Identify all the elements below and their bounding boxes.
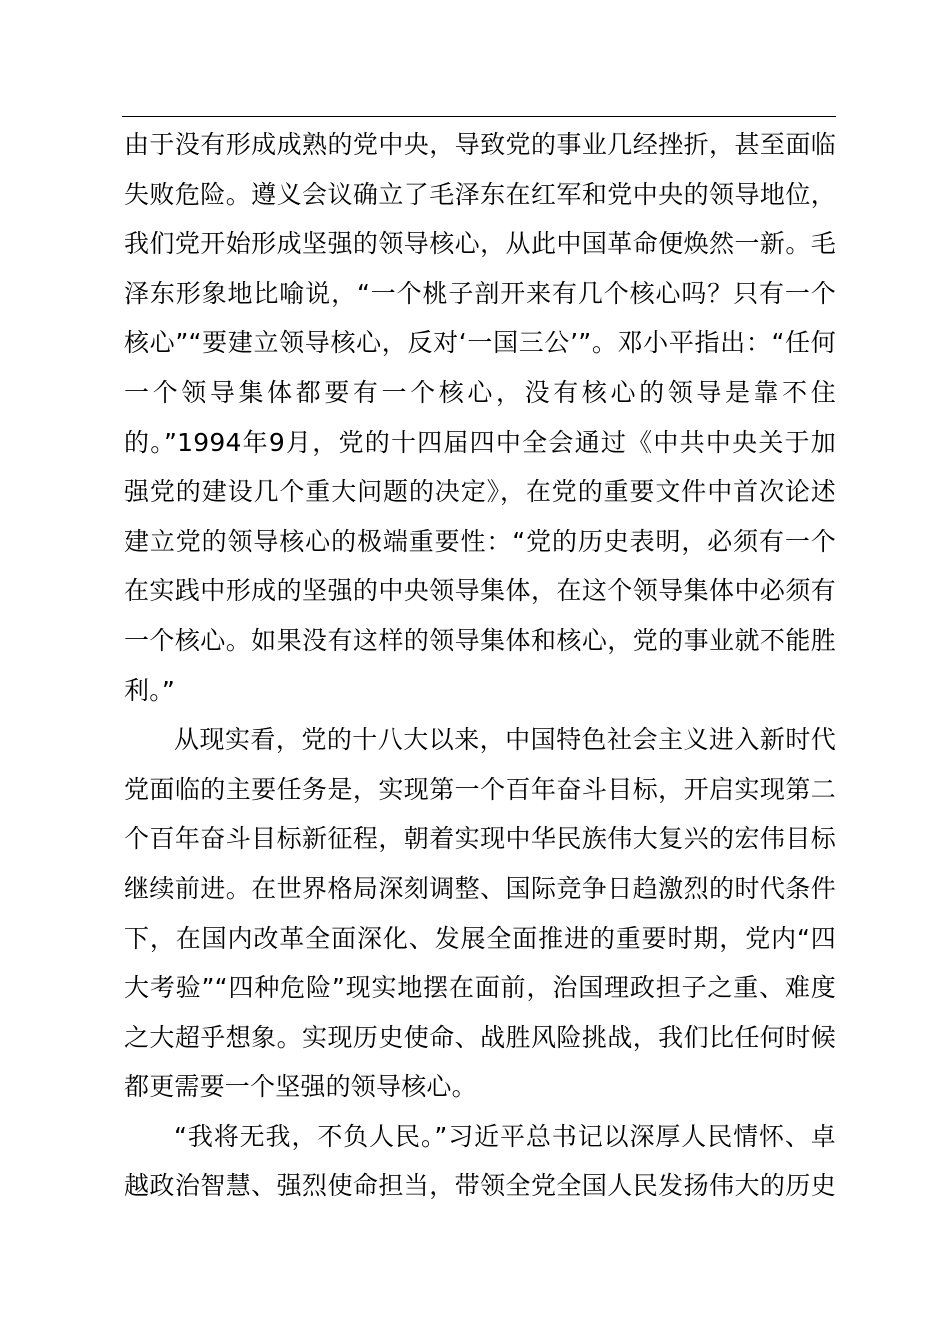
text-line: 我们党开始形成坚强的领导核心，从此中国革命便焕然一新。毛 — [124, 229, 836, 259]
text-line: 失败危险。遵义会议确立了毛泽东在红军和党中央的领导地位， — [124, 179, 836, 209]
text-line: 建立党的领导核心的极端重要性：“党的历史表明，必须有一个 — [124, 526, 836, 556]
text-line: 之大超乎想象。实现历史使命、战胜风险挑战，我们比任何时候 — [124, 1022, 836, 1052]
text-line: 个百年奋斗目标新征程，朝着实现中华民族伟大复兴的宏伟目标 — [124, 824, 836, 854]
text-line: 一个核心。如果没有这样的领导集体和核心，党的事业就不能胜 — [124, 625, 836, 655]
text-line: 核心”“要建立领导核心，反对‘一国三公’”。邓小平指出：“任何 — [124, 328, 836, 358]
text-line: 一个领导集体都要有一个核心，没有核心的领导是靠不住 — [124, 377, 836, 407]
text-line: 下，在国内改革全面深化、发展全面推进的重要时期，党内“四 — [124, 923, 836, 953]
paragraph-first-line: 从现实看，党的十八大以来，中国特色社会主义进入新时代 — [174, 725, 836, 755]
text-line: 强党的建设几个重大问题的决定》，在党的重要文件中首次论述 — [124, 477, 836, 507]
text-line: 利。” — [124, 675, 176, 705]
text-line: 的。”1994年9月，党的十四届四中全会通过《中共中央关于加 — [124, 427, 836, 457]
text-line: 党面临的主要任务是，实现第一个百年奋斗目标，开启实现第二 — [124, 774, 836, 804]
text-line: 都更需要一个坚强的领导核心。 — [124, 1072, 477, 1102]
text-line: 在实践中形成的坚强的中央领导集体，在这个领导集体中必须有 — [124, 576, 836, 606]
body-text — [124, 120, 836, 1211]
text-line: 继续前进。在世界格局深刻调整、国际竞争日趋激烈的时代条件 — [124, 873, 836, 903]
text-line: 大考验”“四种危险”现实地摆在面前，治国理政担子之重、难度 — [124, 973, 836, 1003]
paragraph-first-line: “我将无我，不负人民。”习近平总书记以深厚人民情怀、卓 — [174, 1121, 836, 1151]
text-line: 越政治智慧、强烈使命担当，带领全党全国人民发扬伟大的历史 — [124, 1171, 836, 1201]
text-line: 由于没有形成成熟的党中央，导致党的事业几经挫折，甚至面临 — [124, 130, 836, 159]
header-rule — [122, 116, 836, 117]
text-line: 泽东形象地比喻说，“一个桃子剖开来有几个核心吗？只有一个 — [124, 278, 836, 308]
